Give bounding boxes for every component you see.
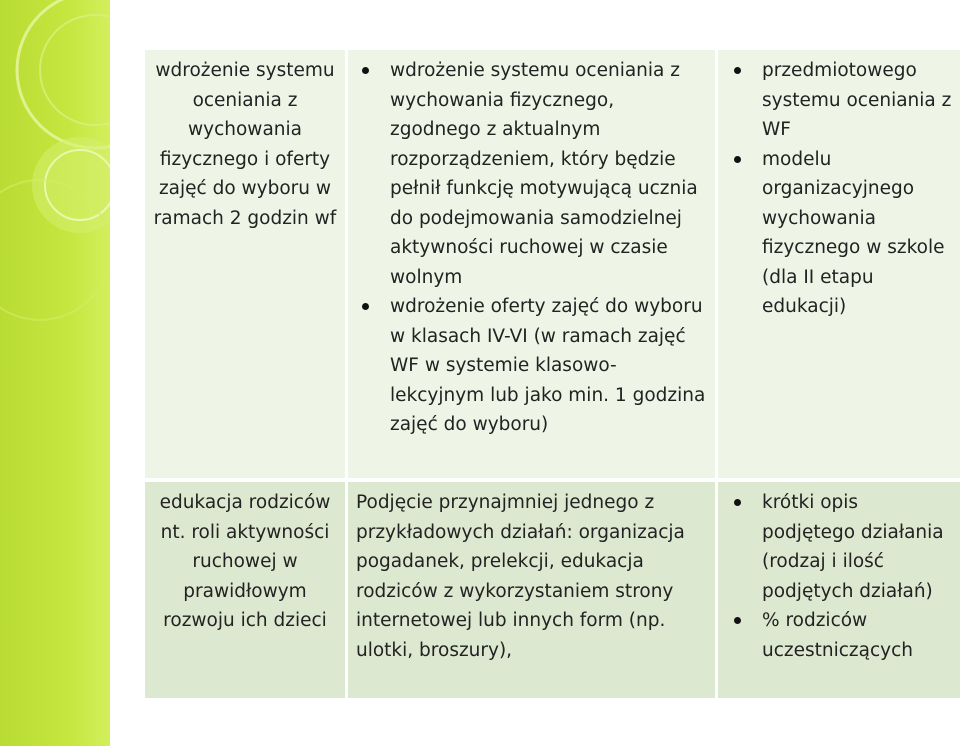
bullet-icon <box>734 617 741 624</box>
row2-goal-cell <box>145 482 345 698</box>
row1-actions-list <box>356 56 707 440</box>
list-item: krótki opis podjętego działania (rodzaj i ilość podjętych działań) <box>724 488 954 606</box>
decorative-circles <box>0 0 110 746</box>
row2-goal-text: edukacja rodziców nt. roli aktywności ruchowej w prawidłowym rozwoju ich dzieci <box>159 492 331 631</box>
list-item: przedmiotowego systemu oceniania z WF <box>724 56 954 145</box>
list-item: wdrożenie oferty zajęć do wyboru w klasach IV-VI (w ramach zajęć WF w systemie klasowo-lekcyjnym lub jako min. 1 godzina zajęć do wyboru) <box>356 292 707 440</box>
bullet-icon <box>362 67 369 74</box>
bullet-icon <box>734 67 741 74</box>
bullet-icon <box>734 499 741 506</box>
row2-indicators-list <box>724 488 954 665</box>
row1-indicators-list <box>724 56 954 322</box>
bullet-icon <box>734 156 741 163</box>
row2-indicators-cell <box>718 482 960 698</box>
row1-goal-cell <box>145 50 345 478</box>
list-item: modelu organizacyjnego wychowania fizycznego w szkole (dla II etapu edukacji) <box>724 145 954 322</box>
goals-table <box>145 50 960 698</box>
row2-actions-text: Podjęcie przynajmniej jednego z przykładowych działań: organizacja pogadanek, prelekcji, edukacja rodziców z wykorzystaniem strony internetowej lub innych form (np. ulotki, broszury), <box>356 492 685 661</box>
row2-actions-cell <box>348 482 715 698</box>
list-item: wdrożenie systemu oceniania z wychowania fizycznego, zgodnego z aktualnym rozporządzeniem, który będzie pełnił funkcję motywującą ucznia do podejmowania samodzielnej aktywności ruchowej w czasie wolnym <box>356 56 707 292</box>
bullet-icon <box>362 303 369 310</box>
row1-goal-text: wdrożenie systemu oceniania z wychowania fizycznego i oferty zajęć do wyboru w ramach 2 godzin wf <box>153 60 337 229</box>
row1-indicators-cell <box>718 50 960 478</box>
row1-actions-cell <box>348 50 715 478</box>
list-item: % rodziców uczestniczących <box>724 606 954 665</box>
